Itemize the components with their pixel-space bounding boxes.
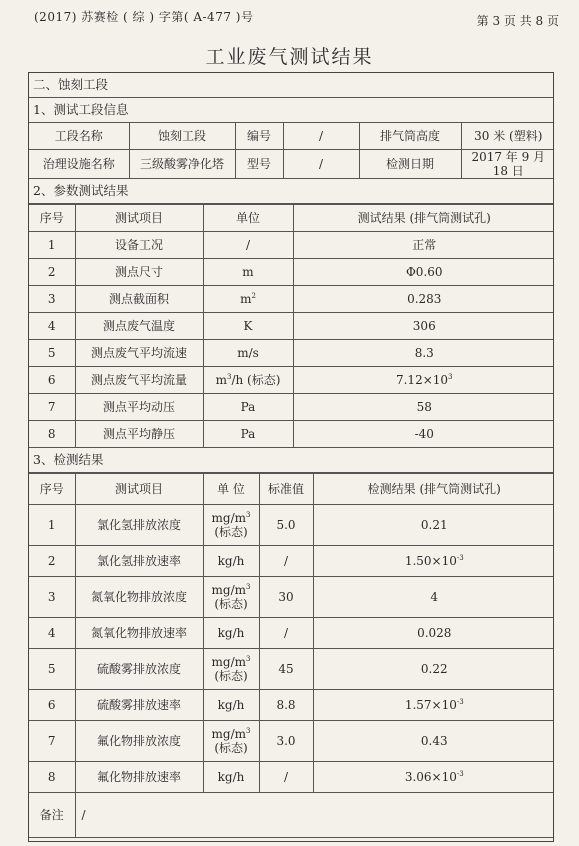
results-cell-item: 氟化物排放速率 <box>75 762 203 793</box>
results-cell-result: 4 <box>313 577 554 618</box>
results-cell-unit: kg/h <box>203 546 259 577</box>
params-cell-unit: $m^2$ <box>203 286 293 313</box>
params-cell-unit: / <box>203 232 293 259</box>
results-cell-result: $1.57\times 10^{-3}$ <box>313 690 554 721</box>
remarks-value: / <box>75 793 554 838</box>
params-cell-item: 测点平均静压 <box>75 421 203 448</box>
params-row <box>29 259 554 286</box>
params-cell-no: 6 <box>29 367 75 394</box>
value-test-date: 2017 年 9 月 18 日 <box>461 150 554 179</box>
label-test-date: 检测日期 <box>359 150 461 179</box>
results-row <box>29 505 554 546</box>
results-table <box>29 473 554 838</box>
params-col-no: 序号 <box>29 205 75 232</box>
results-cell-std: 3.0 <box>259 721 313 762</box>
results-row <box>29 618 554 649</box>
params-row <box>29 394 554 421</box>
params-cell-item: 测点废气平均流速 <box>75 340 203 367</box>
params-row <box>29 286 554 313</box>
results-cell-item: 氟化物排放浓度 <box>75 721 203 762</box>
params-row <box>29 340 554 367</box>
results-cell-unit: kg/h <box>203 690 259 721</box>
results-cell-unit: $mg/m^3$ (标态) <box>203 505 259 546</box>
label-section-name: 工段名称 <box>29 123 129 150</box>
params-cell-no: 1 <box>29 232 75 259</box>
params-cell-unit: Pa <box>203 394 293 421</box>
params-cell-result: 8.3 <box>293 340 554 367</box>
results-cell-result: 0.43 <box>313 721 554 762</box>
results-cell-no: 8 <box>29 762 75 793</box>
params-row <box>29 313 554 340</box>
results-cell-result: 0.21 <box>313 505 554 546</box>
results-row <box>29 690 554 721</box>
results-cell-result: 0.22 <box>313 649 554 690</box>
params-cell-unit: m/s <box>203 340 293 367</box>
remarks-label: 备注 <box>29 793 75 838</box>
params-col-item: 测试项目 <box>75 205 203 232</box>
results-cell-std: 5.0 <box>259 505 313 546</box>
results-cell-item: 氮氧化物排放浓度 <box>75 577 203 618</box>
value-model: / <box>283 150 359 179</box>
results-col-result: 检测结果 (排气筒测试孔) <box>313 474 554 505</box>
results-cell-unit: $mg/m^3$ (标态) <box>203 577 259 618</box>
document-number: (2017) 苏赛检 ( 综 ) 字第( A-477 )号 <box>34 10 254 24</box>
params-cell-no: 3 <box>29 286 75 313</box>
results-col-unit: 单 位 <box>203 474 259 505</box>
results-cell-std: / <box>259 546 313 577</box>
params-cell-result: 58 <box>293 394 554 421</box>
results-cell-no: 1 <box>29 505 75 546</box>
params-cell-result: 306 <box>293 313 554 340</box>
results-cell-no: 7 <box>29 721 75 762</box>
params-cell-item: 测点废气温度 <box>75 313 203 340</box>
params-col-result: 测试结果 (排气筒测试孔) <box>293 205 554 232</box>
value-section-name: 蚀刻工段 <box>129 123 235 150</box>
results-cell-unit: $mg/m^3$ (标态) <box>203 649 259 690</box>
results-cell-std: 8.8 <box>259 690 313 721</box>
section-heading-params: 2、参数测试结果 <box>29 179 554 204</box>
params-row <box>29 367 554 394</box>
results-cell-item: 硫酸雾排放速率 <box>75 690 203 721</box>
results-cell-std: 45 <box>259 649 313 690</box>
params-cell-result: Φ0.60 <box>293 259 554 286</box>
results-cell-result: $3.06\times 10^{-3}$ <box>313 762 554 793</box>
label-facility-name: 治理设施名称 <box>29 150 129 179</box>
params-cell-item: 测点平均动压 <box>75 394 203 421</box>
section-heading-info: 1、测试工段信息 <box>29 98 554 123</box>
label-number: 编号 <box>235 123 283 150</box>
params-cell-result: $7.12\times 10^3$ <box>293 367 554 394</box>
results-cell-unit: $mg/m^3$ (标态) <box>203 721 259 762</box>
params-cell-result: -40 <box>293 421 554 448</box>
params-cell-unit: Pa <box>203 421 293 448</box>
results-col-item: 测试项目 <box>75 474 203 505</box>
params-table <box>29 204 554 473</box>
params-cell-result: 0.283 <box>293 286 554 313</box>
value-number: / <box>283 123 359 150</box>
results-row <box>29 762 554 793</box>
params-col-unit: 单位 <box>203 205 293 232</box>
results-cell-unit: kg/h <box>203 762 259 793</box>
params-row <box>29 421 554 448</box>
results-cell-result: 0.028 <box>313 618 554 649</box>
results-cell-no: 6 <box>29 690 75 721</box>
section-heading-main: 二、蚀刻工段 <box>29 73 554 98</box>
params-row <box>29 232 554 259</box>
params-cell-no: 8 <box>29 421 75 448</box>
params-cell-no: 4 <box>29 313 75 340</box>
results-cell-item: 氯化氢排放浓度 <box>75 505 203 546</box>
results-cell-unit: kg/h <box>203 618 259 649</box>
params-cell-unit: $m^3/h$ (标态) <box>203 367 293 394</box>
params-cell-no: 5 <box>29 340 75 367</box>
results-cell-item: 氯化氢排放速率 <box>75 546 203 577</box>
label-stack-height: 排气筒高度 <box>359 123 461 150</box>
results-row <box>29 649 554 690</box>
params-cell-item: 测点废气平均流量 <box>75 367 203 394</box>
params-cell-item: 测点尺寸 <box>75 259 203 286</box>
results-cell-no: 5 <box>29 649 75 690</box>
results-cell-item: 氮氧化物排放速率 <box>75 618 203 649</box>
results-cell-std: / <box>259 762 313 793</box>
value-facility-name: 三级酸雾净化塔 <box>129 150 235 179</box>
results-cell-no: 3 <box>29 577 75 618</box>
params-cell-no: 7 <box>29 394 75 421</box>
results-row <box>29 546 554 577</box>
params-cell-result: 正常 <box>293 232 554 259</box>
results-col-no: 序号 <box>29 474 75 505</box>
results-cell-result: $1.50\times 10^{-3}$ <box>313 546 554 577</box>
section-info-table <box>29 73 554 204</box>
params-cell-no: 2 <box>29 259 75 286</box>
params-cell-unit: m <box>203 259 293 286</box>
results-cell-no: 4 <box>29 618 75 649</box>
results-cell-item: 硫酸雾排放浓度 <box>75 649 203 690</box>
results-row <box>29 577 554 618</box>
params-cell-item: 设备工况 <box>75 232 203 259</box>
results-cell-no: 2 <box>29 546 75 577</box>
results-cell-std: 30 <box>259 577 313 618</box>
section-heading-results: 3、检测结果 <box>29 448 554 473</box>
results-col-std: 标准值 <box>259 474 313 505</box>
page-info: 第 3 页 共 8 页 <box>476 14 559 28</box>
results-row <box>29 721 554 762</box>
label-model: 型号 <box>235 150 283 179</box>
page-title: 工业废气测试结果 <box>205 46 374 68</box>
value-stack-height: 30 米 (塑料) <box>461 123 554 150</box>
params-cell-unit: K <box>203 313 293 340</box>
report-frame <box>28 72 554 842</box>
params-cell-item: 测点截面积 <box>75 286 203 313</box>
results-cell-std: / <box>259 618 313 649</box>
